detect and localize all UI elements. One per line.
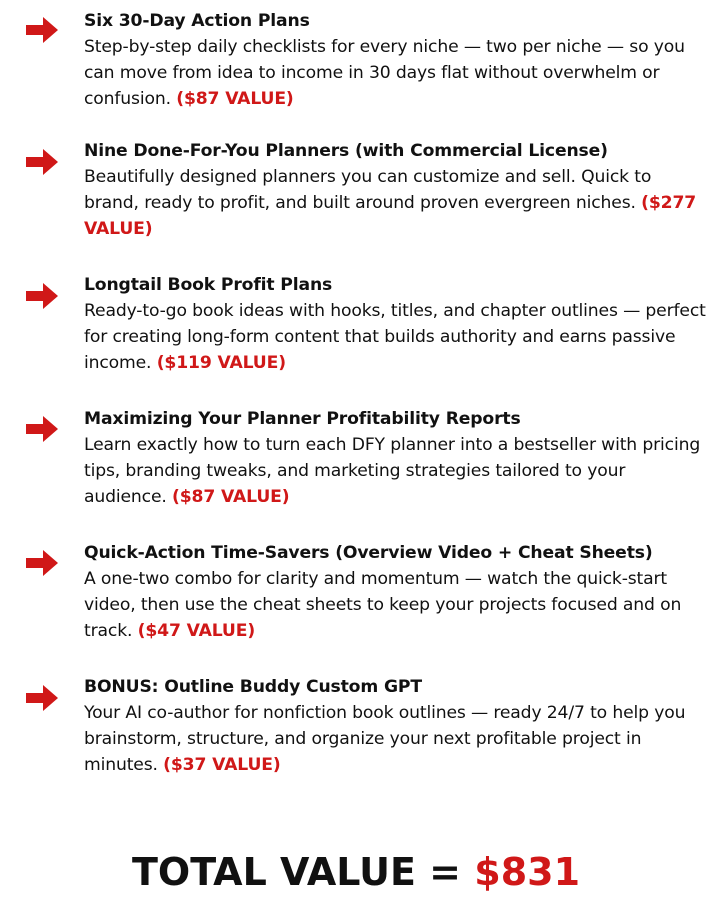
item-value: ($47 VALUE) [137,621,256,641]
item-text [84,674,708,778]
item-value: ($277 VALUE) [84,193,697,239]
item-text [84,138,708,242]
item-text [84,8,708,112]
item-title: Six 30-Day Action Plans [84,11,310,31]
item-value: ($87 VALUE) [176,89,294,109]
item-title: Longtail Book Profit Plans [84,275,333,295]
item-description: A one-two combo for clarity and momentum — watch the quick-start video, then use the cheat sheets to keep your projects focused and on track. [84,569,682,641]
right-arrow-icon [24,682,60,714]
item-value: ($87 VALUE) [172,487,290,507]
item-value: ($37 VALUE) [163,755,281,775]
item-description: Ready-to-go book ideas with hooks, titles, and chapter outlines — perfect for creating long-form content that builds authority and earns passive income. [84,301,706,373]
right-arrow-icon [24,14,60,46]
right-arrow-icon [24,413,60,445]
item-text [84,406,708,510]
total-label: TOTAL VALUE = [131,850,462,894]
item-text [84,540,708,644]
item-description: Beautifully designed planners you can customize and sell. Quick to brand, ready to profit, and built around proven evergreen niches. [84,167,652,213]
right-arrow-icon [24,146,60,178]
item-title: Quick-Action Time-Savers (Overview Video + Cheat Sheets) [84,543,653,563]
right-arrow-icon [24,280,60,312]
item-description: Your AI co-author for nonfiction book outlines — ready 24/7 to help you brainstorm, structure, and organize your next profitable project in minutes. [84,703,686,775]
item-description: Learn exactly how to turn each DFY planner into a bestseller with pricing tips, branding tweaks, and marketing strategies tailored to your audience. [84,435,701,507]
item-title: Nine Done-For-You Planners (with Commercial License) [84,141,608,161]
right-arrow-icon [24,547,60,579]
item-title: BONUS: Outline Buddy Custom GPT [84,677,422,697]
total-value [0,848,712,896]
item-value: ($119 VALUE) [156,353,286,373]
item-text [84,272,708,376]
item-title: Maximizing Your Planner Profitability Reports [84,409,521,429]
item-description: Step-by-step daily checklists for every niche — two per niche — so you can move from idea to income in 30 days flat without overwhelm or confusion. [84,37,685,109]
total-amount: $831 [474,850,581,894]
